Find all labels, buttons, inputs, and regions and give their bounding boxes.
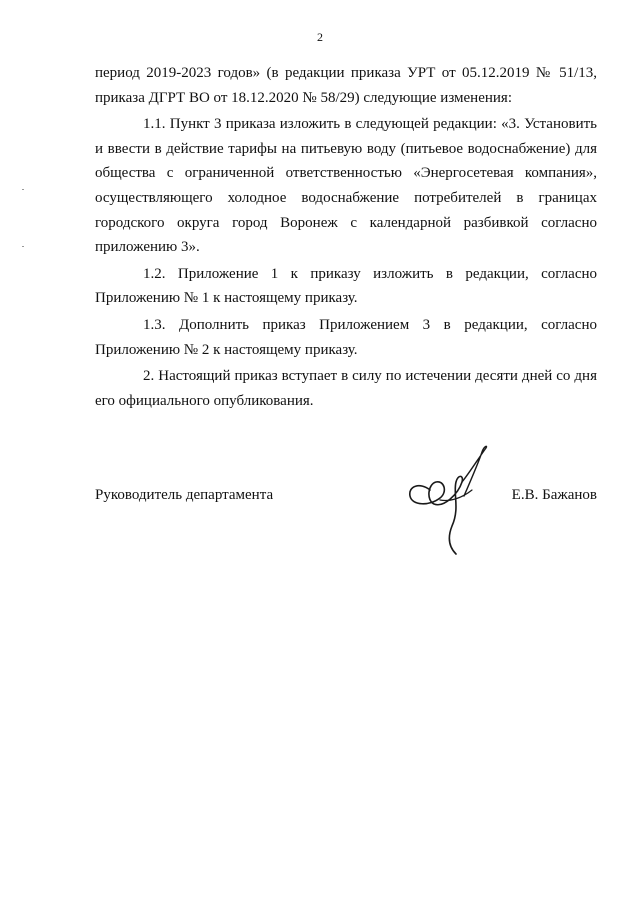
margin-mark [22,189,24,190]
document-body [95,61,597,413]
signer-name: Е.В. Бажанов [511,487,597,503]
handwritten-signature [400,442,500,562]
paragraph-item-1-2: 1.2. Приложение 1 к приказу изложить в редакции, согласно Приложению № 1 к настоящему приказу. [95,265,597,307]
paragraph-continuation: период 2019-2023 годов» (в редакции приказа УРТ от 05.12.2019 № 51/13, приказа ДГРТ ВО от 18.12.2020 № 58/29) следующие изменения: [95,65,597,106]
margin-mark [22,246,24,247]
paragraph-item-1-3: 1.3. Дополнить приказ Приложением 3 в редакции, согласно Приложению № 2 к настоящему приказу. [95,316,597,358]
paragraph-item-2: 2. Настоящий приказ вступает в силу по истечении десяти дней со дня его официального опубликования. [95,368,597,409]
paragraph-item-1-1: 1.1. Пункт 3 приказа изложить в следующей редакции: «3. Установить и ввести в действие тарифы на питьевую воду (питьевое водоснабжение) для общества с ограниченной ответственностью «Энергосетевая компания», осуществляющего холодное водоснабжение потребителей в границах городского округа город Воронеж с календарной разбивкой согласно приложению 3». [95,116,597,256]
signer-title: Руководитель департамента [95,487,274,503]
page-number: 2 [317,30,323,44]
